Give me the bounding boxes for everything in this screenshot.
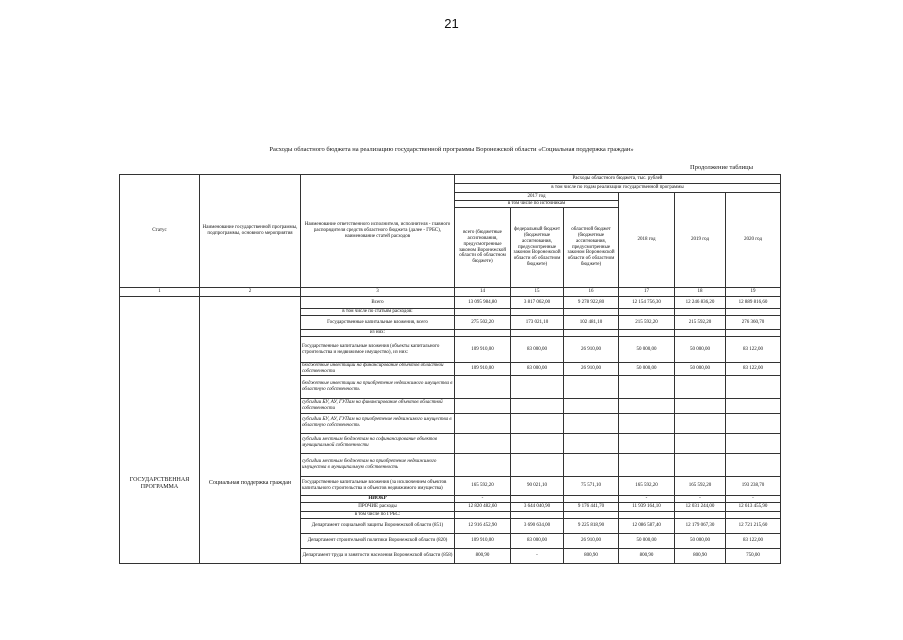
value-cell bbox=[726, 398, 781, 413]
status-cell: ГОСУДАРСТВЕННАЯ ПРОГРАММА bbox=[120, 297, 200, 564]
value-cell bbox=[511, 309, 564, 316]
column-number: 2 bbox=[200, 288, 301, 297]
value-cell bbox=[564, 453, 619, 476]
row-label: Департамент строительной политики Воронежской области (820) bbox=[301, 533, 455, 548]
row-label: ПРОЧИЕ расходы bbox=[301, 502, 455, 511]
value-cell: 109 910,00 bbox=[455, 337, 511, 363]
value-cell: 215 592,20 bbox=[675, 316, 726, 330]
value-cell bbox=[511, 330, 564, 337]
header-program: Наименование государственной программы, подпрограммы, основного мероприятия bbox=[200, 175, 301, 288]
value-cell: 83 000,00 bbox=[511, 337, 564, 363]
value-cell bbox=[726, 413, 781, 433]
value-cell: 83 122,00 bbox=[726, 363, 781, 376]
value-cell bbox=[726, 309, 781, 316]
value-cell bbox=[619, 330, 675, 337]
value-cell: 12 086 587,40 bbox=[619, 518, 675, 533]
value-cell bbox=[564, 413, 619, 433]
value-cell: 750,00 bbox=[726, 548, 781, 563]
value-cell: 800,90 bbox=[675, 548, 726, 563]
row-label: бюджетные инвестиции на приобретение недвижимого имущества в областную собственность bbox=[301, 375, 455, 398]
value-cell bbox=[564, 330, 619, 337]
value-cell bbox=[511, 433, 564, 453]
header-expenses: Расходы областного бюджета, тыс. рублей bbox=[455, 175, 781, 184]
value-cell bbox=[511, 511, 564, 518]
row-label: субсидии БУ, АУ, ГУПам на финансирование объектов областной собственности bbox=[301, 398, 455, 413]
expenses-table bbox=[119, 174, 781, 564]
value-cell bbox=[564, 433, 619, 453]
value-cell: 165 592,20 bbox=[455, 476, 511, 495]
value-cell: 9 176 441,70 bbox=[564, 502, 619, 511]
value-cell: 12 031 244,00 bbox=[675, 502, 726, 511]
value-cell: - bbox=[455, 495, 511, 502]
row-label: Государственные капитальные вложения (объекты капитального строительства и недвижимое имущество), из них: bbox=[301, 337, 455, 363]
value-cell: 12 613 455,90 bbox=[726, 502, 781, 511]
value-cell: 800,90 bbox=[619, 548, 675, 563]
value-cell: 276 360,70 bbox=[726, 316, 781, 330]
value-cell bbox=[455, 309, 511, 316]
header-2018: 2018 год bbox=[619, 193, 675, 288]
row-label: из них: bbox=[301, 330, 455, 337]
value-cell bbox=[726, 330, 781, 337]
value-cell bbox=[726, 433, 781, 453]
value-cell: 50 000,00 bbox=[619, 337, 675, 363]
value-cell: 26 910,00 bbox=[564, 363, 619, 376]
value-cell: 215 592,20 bbox=[619, 316, 675, 330]
row-label: бюджетные инвестиции на финансирование объектов областной собственности bbox=[301, 363, 455, 376]
value-cell: 109 910,00 bbox=[455, 533, 511, 548]
value-cell: 75 571,10 bbox=[564, 476, 619, 495]
value-cell: 3 644 040,90 bbox=[511, 502, 564, 511]
column-number: 18 bbox=[675, 288, 726, 297]
value-cell: 83 122,00 bbox=[726, 533, 781, 548]
value-cell: 12 179 067,30 bbox=[675, 518, 726, 533]
value-cell bbox=[564, 375, 619, 398]
value-cell: 165 592,20 bbox=[619, 476, 675, 495]
value-cell: 83 122,00 bbox=[726, 337, 781, 363]
header-by-years: в том числе по годам реализации государственной программы bbox=[455, 184, 781, 193]
value-cell: 109 910,00 bbox=[455, 363, 511, 376]
table-row bbox=[120, 297, 781, 309]
value-cell: - bbox=[619, 495, 675, 502]
header-total: всего (бюджетные ассигнования, предусмотренные законом Воронежской области об областном бюджете) bbox=[455, 208, 511, 288]
row-label: в том числе по статьям расходов: bbox=[301, 309, 455, 316]
row-label: субсидии местным бюджетам на приобретение недвижимого имущества в муниципальную собственность bbox=[301, 453, 455, 476]
value-cell: 12 820 482,60 bbox=[455, 502, 511, 511]
value-cell bbox=[675, 398, 726, 413]
value-cell bbox=[675, 330, 726, 337]
header-federal: федеральный бюджет (бюджетные ассигнования, предусмотренные законом Воронежской области об областном бюджете) bbox=[511, 208, 564, 288]
value-cell bbox=[726, 511, 781, 518]
value-cell: 83 000,00 bbox=[511, 533, 564, 548]
header-2019: 2019 год bbox=[675, 193, 726, 288]
value-cell: 12 246 836,20 bbox=[675, 297, 726, 309]
value-cell: 800,90 bbox=[564, 548, 619, 563]
value-cell bbox=[564, 309, 619, 316]
value-cell: 193 238,70 bbox=[726, 476, 781, 495]
value-cell bbox=[619, 413, 675, 433]
value-cell bbox=[511, 453, 564, 476]
value-cell bbox=[619, 375, 675, 398]
value-cell bbox=[564, 511, 619, 518]
value-cell bbox=[619, 398, 675, 413]
value-cell bbox=[511, 413, 564, 433]
value-cell bbox=[455, 375, 511, 398]
value-cell bbox=[619, 433, 675, 453]
value-cell bbox=[726, 375, 781, 398]
value-cell bbox=[564, 495, 619, 502]
row-label: Департамент социальной защиты Воронежской области (851) bbox=[301, 518, 455, 533]
row-label: Государственные капитальные вложения (за исключением объектов капитального строительства и объектов недвижимого имущества) bbox=[301, 476, 455, 495]
value-cell bbox=[455, 413, 511, 433]
value-cell: 3 817 062,00 bbox=[511, 297, 564, 309]
value-cell: 12 889 816,60 bbox=[726, 297, 781, 309]
value-cell: - bbox=[511, 548, 564, 563]
value-cell: 26 910,00 bbox=[564, 337, 619, 363]
row-label: Государственные капитальные вложения, всего bbox=[301, 316, 455, 330]
value-cell bbox=[511, 495, 564, 502]
header-by-sources: в том числе по источникам bbox=[455, 201, 619, 208]
value-cell: 9 225 818,90 bbox=[564, 518, 619, 533]
value-cell: 13 095 984,80 bbox=[455, 297, 511, 309]
value-cell bbox=[726, 453, 781, 476]
value-cell: 11 939 164,10 bbox=[619, 502, 675, 511]
header-2020: 2020 год bbox=[726, 193, 781, 288]
row-label: субсидии местным бюджетам на софинансирование объектов муниципальной собственности bbox=[301, 433, 455, 453]
column-number: 17 bbox=[619, 288, 675, 297]
row-label: Департамент труда и занятости населения Воронежской области (858) bbox=[301, 548, 455, 563]
value-cell bbox=[675, 511, 726, 518]
value-cell: 50 000,00 bbox=[675, 337, 726, 363]
value-cell bbox=[455, 511, 511, 518]
value-cell bbox=[511, 375, 564, 398]
value-cell bbox=[619, 309, 675, 316]
program-cell: Социальная поддержка граждан bbox=[200, 297, 301, 564]
value-cell: 165 592,20 bbox=[675, 476, 726, 495]
header-regional: областной бюджет (бюджетные ассигнования, предусмотренные законом Воронежской области об областном бюджете) bbox=[564, 208, 619, 288]
value-cell: 3 690 634,00 bbox=[511, 518, 564, 533]
row-label: НИОКР bbox=[301, 495, 455, 502]
value-cell: 90 021,10 bbox=[511, 476, 564, 495]
header-2017: 2017 год bbox=[455, 193, 619, 201]
value-cell: 50 000,00 bbox=[619, 363, 675, 376]
value-cell: 12 916 452,90 bbox=[455, 518, 511, 533]
column-number: 14 bbox=[455, 288, 511, 297]
value-cell: 50 000,00 bbox=[619, 533, 675, 548]
value-cell bbox=[455, 433, 511, 453]
value-cell bbox=[511, 398, 564, 413]
table-title: Расходы областного бюджета на реализацию государственной программы Воронежской области «Социальная поддержка граждан» bbox=[269, 146, 634, 153]
value-cell bbox=[675, 453, 726, 476]
value-cell: - bbox=[726, 495, 781, 502]
value-cell bbox=[675, 309, 726, 316]
value-cell: 9 278 922,80 bbox=[564, 297, 619, 309]
value-cell bbox=[455, 398, 511, 413]
value-cell: 12 154 756,30 bbox=[619, 297, 675, 309]
value-cell bbox=[675, 413, 726, 433]
column-number: 3 bbox=[301, 288, 455, 297]
continuation-note: Продолжение таблицы bbox=[690, 164, 753, 171]
header-status: Статус bbox=[120, 175, 200, 288]
value-cell: 50 000,00 bbox=[675, 363, 726, 376]
value-cell: 12 721 215,60 bbox=[726, 518, 781, 533]
row-label: в том числе по ГРБС: bbox=[301, 511, 455, 518]
header-executor: Наименование ответственного исполнителя, исполнителя - главного распорядителя средств областного бюджета (далее - ГРБС), наименование статей расходов bbox=[301, 175, 455, 288]
value-cell: 26 910,00 bbox=[564, 533, 619, 548]
value-cell: 83 000,00 bbox=[511, 363, 564, 376]
value-cell: 102 481,10 bbox=[564, 316, 619, 330]
value-cell bbox=[564, 398, 619, 413]
value-cell bbox=[455, 330, 511, 337]
column-number: 16 bbox=[564, 288, 619, 297]
row-label: Всего bbox=[301, 297, 455, 309]
row-label: субсидии БУ, АУ, ГУПам на приобретение недвижимого имущества в областную собственность bbox=[301, 413, 455, 433]
value-cell bbox=[619, 511, 675, 518]
value-cell: 50 000,00 bbox=[675, 533, 726, 548]
column-number: 1 bbox=[120, 288, 200, 297]
column-number: 19 bbox=[726, 288, 781, 297]
value-cell: - bbox=[675, 495, 726, 502]
value-cell: 173 021,10 bbox=[511, 316, 564, 330]
value-cell bbox=[619, 453, 675, 476]
column-number: 15 bbox=[511, 288, 564, 297]
value-cell: 275 502,20 bbox=[455, 316, 511, 330]
value-cell bbox=[675, 375, 726, 398]
page-number: 21 bbox=[444, 16, 459, 31]
value-cell: 800,90 bbox=[455, 548, 511, 563]
value-cell bbox=[675, 433, 726, 453]
value-cell bbox=[455, 453, 511, 476]
